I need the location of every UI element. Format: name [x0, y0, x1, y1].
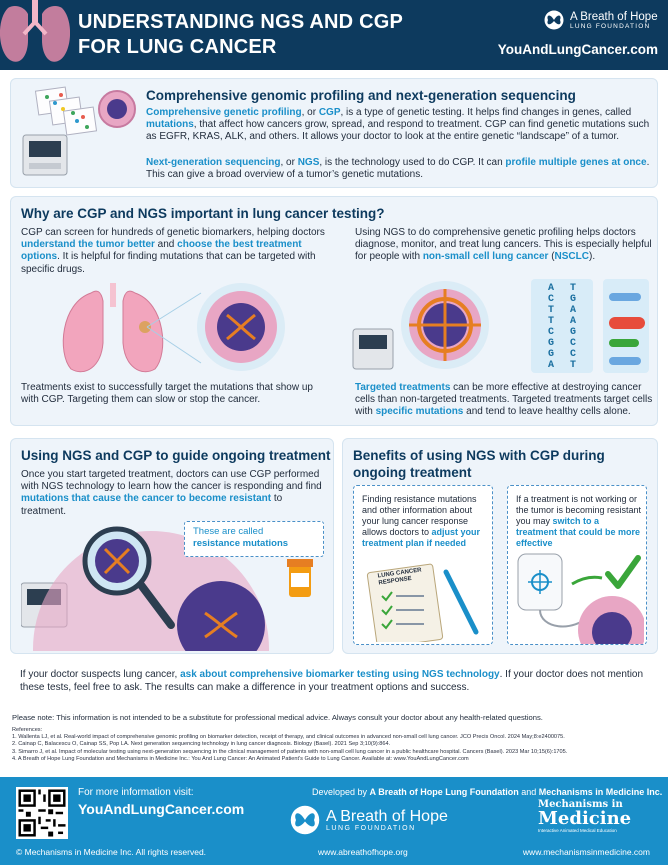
switch-treatment-text [516, 494, 642, 549]
dna-base: A [569, 305, 576, 316]
body-text: to treatment. [21, 493, 283, 517]
body-text: Finding resistance mutations and other information about your lung cancer response allows doctors to [362, 494, 477, 537]
lungs-magnifier-illustration [51, 283, 321, 378]
targeted-therapy-illustration [351, 279, 651, 379]
references [12, 727, 657, 763]
resistance-mutations-callout [184, 521, 324, 557]
body-text: and [154, 239, 178, 251]
mim-logo-line3: Interactive Animated Medical Education [538, 828, 617, 833]
qr-code-icon[interactable] [16, 787, 68, 839]
butterfly-icon [544, 10, 564, 30]
dna-strand-right [563, 283, 583, 371]
body-text: If your doctor suspects lung cancer, [20, 669, 181, 680]
body-text: ). [588, 251, 596, 263]
switch-treatment-box [507, 485, 647, 645]
body-text: . If your doctor does not mention these tests, feel free to ask. The results can make a difference in your treatment options and success. [20, 669, 644, 693]
callout-line1: These are called [193, 526, 264, 537]
highlight-text: switch to a treatment that could be more effective [516, 516, 641, 548]
footer [0, 777, 668, 865]
ask-doctor-message [20, 669, 650, 694]
footer-logo-name: A Breath of Hope [326, 807, 448, 825]
body-text: , is the technology used to do CGP. It can [319, 157, 506, 168]
dev-and: and [518, 787, 539, 797]
site-mechanismsinmedicine[interactable]: www.mechanismsinmedicine.com [522, 847, 650, 857]
iv-bag-illustration [512, 544, 644, 644]
section2-title: Why are CGP and NGS important in lung cancer testing? [21, 206, 385, 221]
body-text: ( [548, 251, 555, 263]
dna-base: T [569, 283, 576, 294]
body-text: Once you start targeted treatment, doctors can use CGP performed with NGS technology to learn how the cancer is responding and find [21, 469, 322, 493]
site-abreathofhope[interactable]: www.abreathofhope.org [318, 847, 408, 857]
body-text: can be more effective at destroying cancer cells than non-targeted treatments. Targeted treatments target cells with [355, 382, 653, 418]
highlight-text: profile multiple genes at once [505, 157, 647, 168]
more-info-label: For more information visit: [78, 787, 194, 798]
body-text: . It is helpful for finding mutations that can be targeted with specific drugs. [21, 251, 316, 275]
callout-line2: resistance mutations [193, 537, 289, 549]
mim-logo-line2: Medicine [538, 808, 632, 829]
dna-base: T [547, 316, 554, 327]
body-text: , or [301, 107, 319, 118]
treatments-exist-text: Treatments exist to successfully target the mutations that show up with CGP. Targeting them can slow or stop the cancer. [21, 382, 313, 406]
highlight-text: understand the tumor better [21, 239, 155, 251]
dna-base: G [569, 327, 576, 338]
highlight-text: non-small cell lung cancer [422, 251, 549, 263]
logo-name: A Breath of Hope [570, 10, 658, 23]
mechanisms-in-medicine-logo[interactable] [538, 799, 650, 833]
body-text: Using NGS to do comprehensive genetic profiling helps doctors diagnose, monitor, and treat lung cancers. This is especially helpful for people with [355, 227, 652, 263]
dna-base: G [547, 349, 554, 360]
cgp-screening-text [21, 227, 333, 276]
reference-1: 1. Wallenta LJ, et al. Real-world impact of comprehensive genomic profiling on biomarker detection, receipt of therapy, and clinical outcomes in advanced non-small cell lung cancer. JCO Precis Oncol. 2024 May;8:e2400075. [12, 734, 565, 741]
highlight-text: specific mutations [375, 406, 464, 418]
dna-base: G [547, 338, 554, 349]
dna-base: A [547, 360, 554, 371]
highlight-text: Comprehensive genetic profiling [146, 107, 302, 118]
disclaimer: Please note: This information is not intended to be a substitute for professional medical advice. Always consult your doctor about any health-related questions. [12, 713, 543, 722]
footer-url[interactable]: YouAndLungCancer.com [78, 801, 245, 817]
dev-org2: Mechanisms in Medicine Inc. [538, 787, 663, 797]
dna-strand-left [541, 283, 561, 371]
adjust-plan-text [362, 494, 488, 549]
dna-base: A [547, 283, 554, 294]
footer-breath-of-hope-logo[interactable] [290, 805, 448, 835]
logo-subtitle: LUNG FOUNDATION [570, 22, 651, 30]
header-url[interactable]: YouAndLungCancer.com [497, 42, 658, 57]
section-guide-ongoing-treatment [10, 438, 334, 654]
section-cgp-ngs-intro [10, 78, 658, 188]
cgp-definition [146, 107, 654, 144]
body-text: , is a type of genetic testing. It helps find changes in genes, called [340, 107, 632, 118]
dna-base: T [547, 305, 554, 316]
dna-base: A [569, 316, 576, 327]
ngs-nsclc-text [355, 227, 655, 264]
butterfly-icon [290, 805, 320, 835]
reference-4: 4. A Breath of Hope Lung Foundation and Mechanisms in Medicine Inc.: You And Lung Cancer: An Animated Patient’s Guide to Lung Cancer. Available at: www.YouAndLungCancer.com [12, 755, 469, 762]
body-text: and tend to leave healthy cells alone. [463, 406, 631, 418]
section3-title: Using NGS and CGP to guide ongoing treatment [21, 448, 331, 463]
highlight-text: ask about comprehensive biomarker testing using NGS technology [180, 669, 500, 680]
body-text: , or [280, 157, 298, 168]
body-text: CGP can screen for hundreds of genetic biomarkers, helping doctors [21, 227, 325, 238]
page-title: UNDERSTANDING NGS AND CGP FOR LUNG CANCER [78, 11, 403, 58]
highlight-text: NSCLC [554, 251, 589, 263]
dna-base: C [547, 294, 554, 305]
dna-base: C [569, 338, 576, 349]
targeted-treatments-text [355, 382, 655, 419]
dev-org1: A Breath of Hope Lung Foundation [369, 787, 519, 797]
adjust-plan-box [353, 485, 493, 645]
body-text: If a treatment is not working or the tumor is becoming resistant you may [516, 494, 642, 526]
sequencer-illustration [17, 85, 141, 181]
reference-3: 3. Simarro J, et al. Impact of molecular testing using next-generation sequencing in the clinical management of patients with non-small cell lung cancer in a public healthcare hospital. Cancers (Basel). 2023 Mar 10;15(6):1705. [12, 748, 568, 755]
dev-prefix: Developed by [312, 787, 370, 797]
body-text: , that affect how cancers grow, spread, and respond to treatment. CGP can find genetic mutations such as EGFR, KRAS, ALK, and others. It allows your doctor to look at the entire genetic “landscape” of a tumor. [146, 119, 650, 143]
highlight-text: mutations that cause the cancer to become resistant [21, 493, 272, 505]
breath-of-hope-logo[interactable] [544, 10, 658, 30]
highlight-text: adjust your treatment plan if needed [362, 527, 481, 548]
highlight-text: NGS [297, 157, 320, 168]
ngs-definition [146, 157, 654, 181]
highlight-text: Next-generation sequencing [146, 157, 281, 168]
highlight-text: CGP [318, 107, 341, 118]
section-why-cgp-ngs [10, 196, 658, 426]
references-label: References: [12, 727, 43, 733]
ongoing-treatment-text [21, 469, 327, 518]
highlight-text: Targeted treatments [355, 382, 451, 393]
mim-logo-line1: Mechanisms in [538, 799, 623, 810]
section1-title: Comprehensive genomic profiling and next-generation sequencing [146, 88, 576, 103]
dna-base: T [569, 360, 576, 371]
dna-base: G [569, 294, 576, 305]
section4-title: Benefits of using NGS with CGP during ongoing treatment [353, 448, 605, 480]
highlight-text: choose the best treatment options [21, 239, 302, 263]
body-text: . This can give a broad overview of a tumor’s genetic mutations. [146, 157, 650, 181]
reference-2: 2. Cainap C, Balacescu O, Cainap SS, Pop LA. Next generation sequencing technology in lung cancer diagnosis. Biology (Basel). 2021 Sep 3;10(9):864. [12, 741, 391, 748]
highlight-text: mutations [146, 119, 194, 131]
header-banner [0, 0, 668, 70]
developed-by [312, 787, 662, 797]
lungs-icon [0, 0, 70, 70]
section-benefits [342, 438, 658, 654]
dna-base: C [547, 327, 554, 338]
copyright: © Mechanisms in Medicine Inc. All rights reserved. [16, 847, 207, 857]
dna-base: C [569, 349, 576, 360]
footer-logo-sub: LUNG FOUNDATION [326, 824, 416, 832]
clipboard-title: LUNG CANCER RESPONSE [377, 567, 423, 587]
